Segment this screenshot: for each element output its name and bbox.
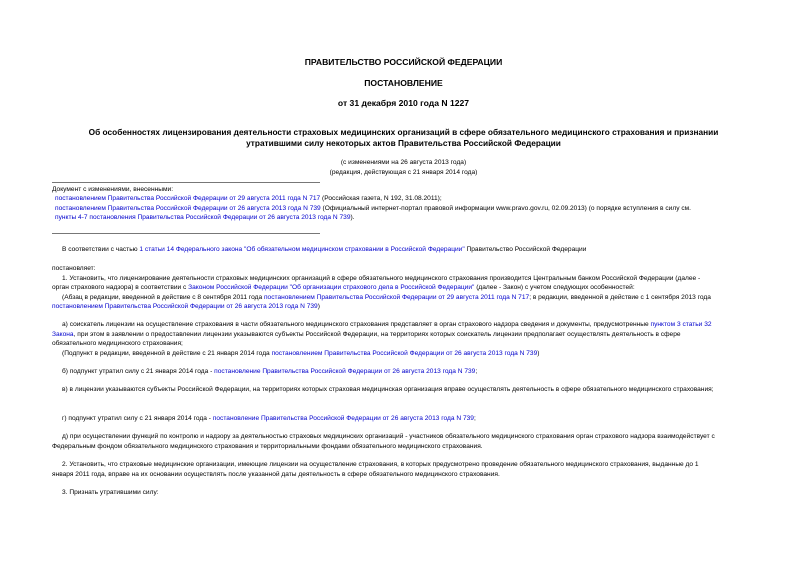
- law-link-insurance[interactable]: Законом Российской Федерации "Об организации страхового дела в Российской Федерации": [188, 284, 475, 292]
- document-title: [30, 127, 777, 149]
- subparagraph-a-note: (Подпункт в редакции, введенной в действие с 21 января 2014 года постановлением Правительства Российской Федерации от 26 августа 2013 года N 739): [62, 349, 540, 357]
- preamble: В соответствии с частью 1 статьи 14 Федерального закона "Об обязательном медицинском страховании в Российской Федерации" Правительство Российской Федерации: [62, 246, 587, 253]
- main-body: [52, 245, 768, 497]
- amendment-item-1: постановлением Правительства Российской Федерации от 29 августа 2011 года N 717 (Российская газета, N 192, 31.08.2011);: [55, 195, 442, 203]
- subparagraph-a: а) соискатель лицензии на осуществление страхования в части обязательного медицинского страхования представляет в орган страхового надзора сведения и документы, предусмотренные пунктом 3 статьи 32 Закона, при этом в заявлении о предоставлении лицензии указываются субъекты Российской Федерации, на территориях которых соискатель лицензии предполагает осуществлять деятельность в сфере обязательного медицинского страхования;: [52, 321, 712, 348]
- sub-a-link-739[interactable]: постановлением Правительства Российской Федерации от 26 августа 2013 года N 739: [271, 349, 538, 357]
- note-link-739[interactable]: постановлением Правительства Российской Федерации от 26 августа 2013 года N 739: [52, 303, 318, 311]
- paragraph-3: 3. Признать утратившими силу:: [62, 488, 159, 496]
- document-type: ПОСТАНОВЛЕНИЕ: [364, 78, 443, 88]
- sub-b-link-739[interactable]: постановление Правительства Российской Федерации от 26 августа 2013 года N 739: [214, 368, 476, 376]
- subparagraph-b: б) подпункт утратил силу с 21 января 2014 года - постановление Правительства Российской Федерации от 26 августа 2013 года N 739;: [62, 368, 478, 376]
- link-law[interactable]: Закона: [52, 330, 74, 338]
- paragraph-1: 1. Установить, что лицензирование деятельности страховых медицинских организаций в сфере обязательного медицинского страхования производится Центральным банком Российской Федерации (далее - орган страхового надзора) в соответствии с Законом Российской Федерации "Об организации страхового дела в Российской Федерации" (далее - Закон) с учетом следующих особенностей:: [52, 274, 701, 292]
- amendment-link-739-points[interactable]: пункты 4-7 постановления Правительства Российской Федерации от 26 августа 2013 года N 739: [55, 214, 351, 222]
- title-line-1: Об особенностях лицензирования деятельности страховых медицинских организаций в сфере обязательного медицинского страхования и признании: [88, 127, 719, 137]
- subparagraph-d: д) при осуществлении функций по контролю и надзору за деятельностью страховых медицинских организаций - участников обязательного медицинского страхования орган страхового надзора взаимодействует с Федеральным фондом обязательного медицинского страхования и территориальными фондами обязательного медицинского страхования.: [52, 433, 715, 450]
- note-link-717[interactable]: постановлением Правительства Российской Федерации от 29 августа 2011 года N 717: [263, 293, 530, 301]
- amendments-intro: Документ с изменениями, внесенными:: [52, 186, 174, 193]
- title-line-2: утратившими силу некоторых актов Правительства Российской Федерации: [246, 138, 561, 148]
- sub-g-link-739[interactable]: постановление Правительства Российской Федерации от 26 августа 2013 года N 739: [212, 414, 474, 422]
- paragraph-2: 2. Установить, что страховые медицинские организации, имеющие лицензии на осуществление страхования, в которых предусмотрено проведение обязательного медицинского страхования, выданные до 1 января 2011 года, вправе на их основании осуществлять после указанной даты деятельность в сфере обязательного медицинского страхования.: [52, 461, 699, 478]
- divider-bottom: [52, 233, 320, 234]
- decree-keyword: постановляет:: [52, 265, 96, 273]
- paragraph-1-note: (Абзац в редакции, введенной в действие с 8 сентября 2011 года постановлением Правительства Российской Федерации от 29 августа 2011 года N 717; в редакции, введенной в действие с 1 сентября 2013 года постановлением Правительства Российской Федерации от 26 августа 2013 года N 739): [52, 293, 711, 311]
- changes-note: (с изменениями на 26 августа 2013 года): [340, 159, 467, 166]
- government-heading: ПРАВИТЕЛЬСТВО РОССИЙСКОЙ ФЕДЕРАЦИИ: [304, 57, 503, 67]
- link-article-32[interactable]: пунктом 3 статьи 32: [650, 321, 712, 329]
- law-link-oms[interactable]: 1 статьи 14 Федерального закона "Об обязательном медицинском страховании в Российской Федерации": [139, 246, 465, 253]
- amendment-link-739[interactable]: постановлением Правительства Российской Федерации от 26 августа 2013 года N 739: [55, 204, 321, 212]
- document-date-number: от 31 декабря 2010 года N 1227: [337, 98, 470, 108]
- amendment-item-2: постановлением Правительства Российской Федерации от 26 августа 2013 года N 739 (Официальный интернет-портал правовой информации www.pravo.gov.ru, 02.09.2013) (о порядке вступления в силу см. пункты 4-7 постановления Правительства Российской Федерации от 26 августа 2013 года N 739).: [55, 204, 691, 222]
- edition-note: (редакция, действующая с 21 января 2014 года): [329, 169, 478, 176]
- subparagraph-g: г) подпункт утратил силу с 21 января 2014 года - постановление Правительства Российской Федерации от 26 августа 2013 года N 739;: [62, 414, 476, 422]
- amendment-link-717[interactable]: постановлением Правительства Российской Федерации от 29 августа 2011 года N 717: [55, 195, 321, 203]
- subparagraph-v: в) в лицензии указываются субъекты Российской Федерации, на территориях которых страховая медицинская организация вправе осуществлять деятельность в сфере обязательного медицинского страхования;: [62, 386, 714, 394]
- amendments-block: [52, 185, 768, 223]
- divider-top: [52, 182, 320, 183]
